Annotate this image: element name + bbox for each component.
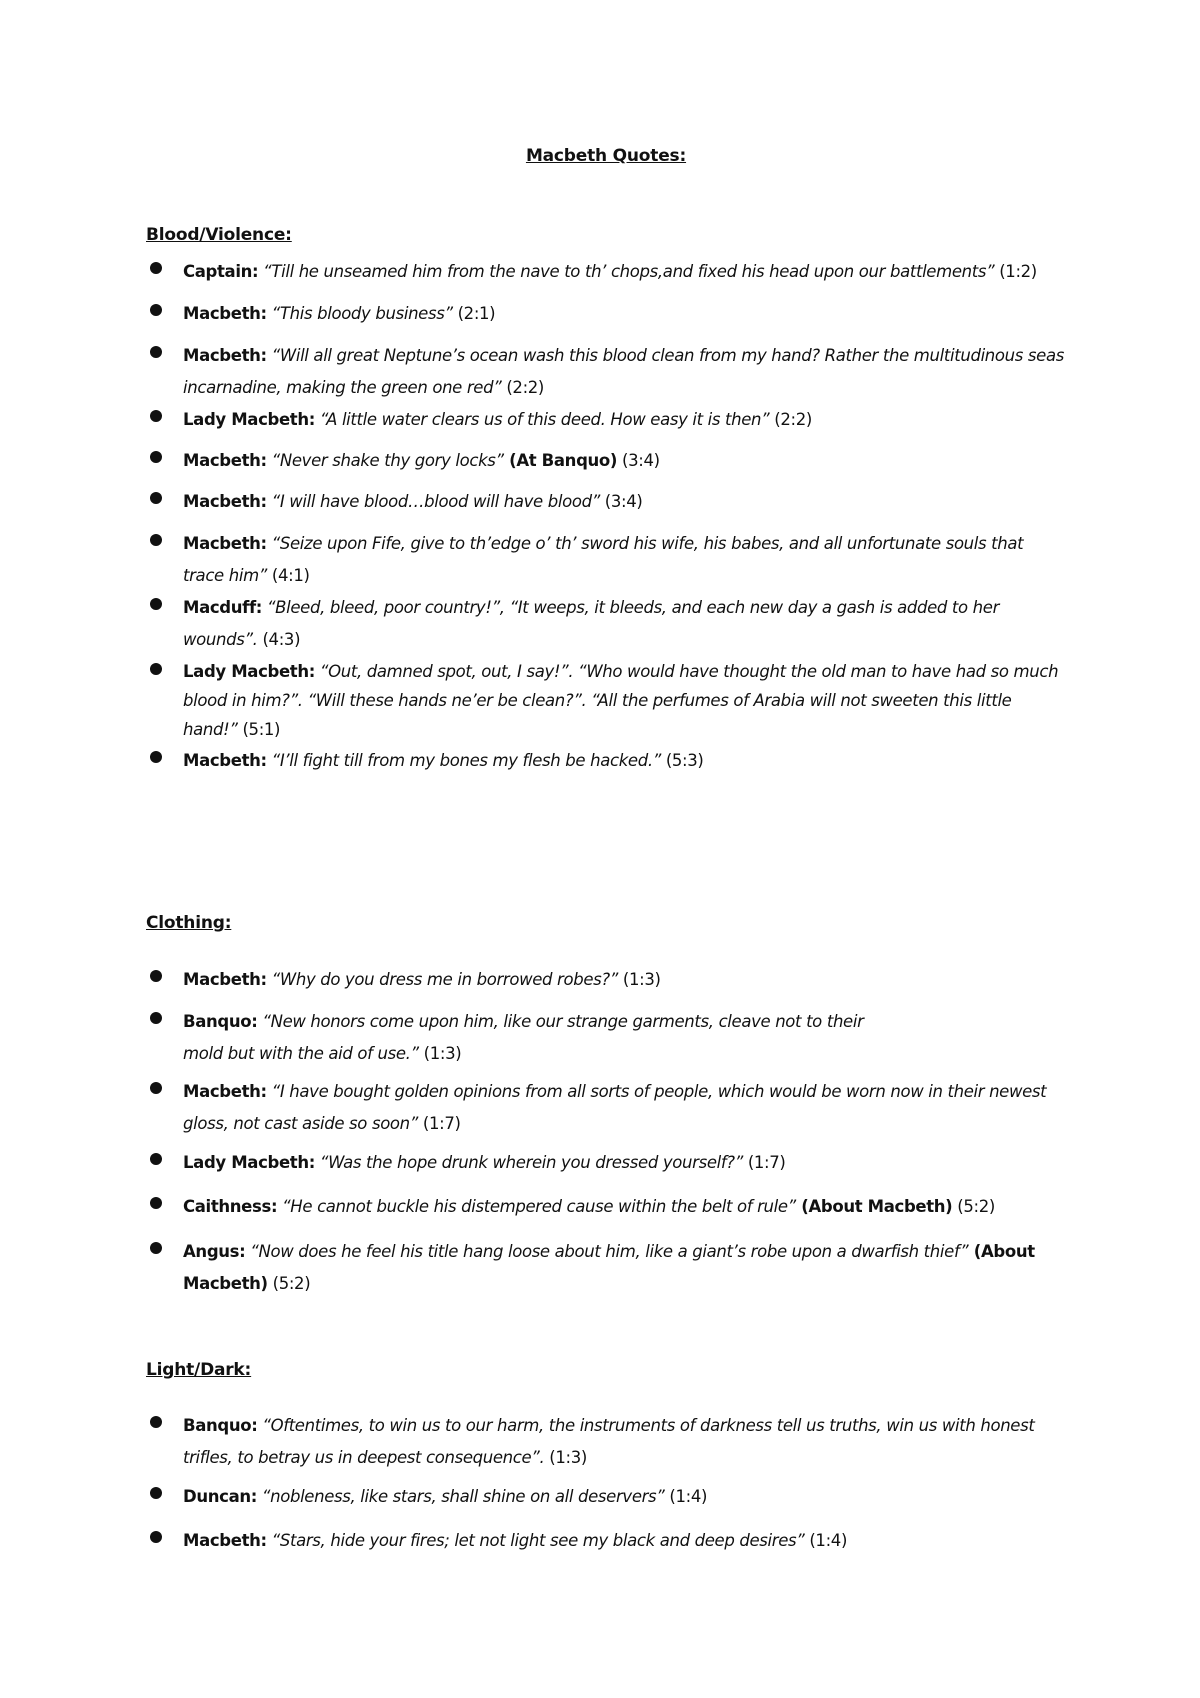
list-item [146, 528, 1066, 592]
act-scene: (1:4) [804, 1531, 848, 1550]
act-scene: (1:7) [418, 1114, 461, 1133]
act-scene: (2:1) [452, 304, 496, 323]
list-item [146, 256, 1066, 288]
speaker: Banquo: [183, 1012, 258, 1031]
section-heading-clothing: Clothing: [146, 913, 232, 933]
bullet-icon [150, 1197, 162, 1209]
bullet-icon [150, 1153, 162, 1165]
quote: “Stars, hide your fires; let not light see my black and deep desires” [266, 1531, 805, 1550]
quote: “Seize upon Fife, give to th’edge o’ th’ sword his wife, his babes, and all unfortunate souls that trace him” [183, 534, 1024, 585]
list-item [146, 1410, 1066, 1474]
list-item [146, 745, 1066, 777]
page-title: Macbeth Quotes: [525, 146, 687, 166]
act-scene: (5:1) [237, 720, 281, 739]
bullet-icon [150, 492, 162, 504]
quote: “Was the hope drunk wherein you dressed yourself?” [314, 1153, 743, 1172]
bullet-icon [150, 1012, 162, 1024]
list-item [146, 964, 1066, 996]
act-scene: (2:2) [769, 410, 812, 429]
list-item [146, 1236, 1066, 1300]
speaker: Duncan: [183, 1487, 257, 1506]
list-item [146, 445, 1066, 477]
bullet-icon [150, 534, 162, 546]
note: (At Banquo) [503, 451, 618, 470]
quote: “Now does he feel his title hang loose about him, like a giant’s robe upon a dwarfish thief” [245, 1242, 969, 1261]
speaker: Macbeth: [183, 1531, 267, 1550]
speaker: Lady Macbeth: [183, 410, 315, 429]
act-scene: (1:4) [664, 1487, 708, 1506]
speaker: Macbeth: [183, 1082, 267, 1101]
speaker: Macbeth: [183, 451, 267, 470]
quote: “Why do you dress me in borrowed robes?” [266, 970, 618, 989]
quote: “I will have blood…blood will have blood” [266, 492, 600, 511]
speaker: Macbeth: [183, 304, 267, 323]
act-scene: (5:2) [267, 1274, 311, 1293]
list-item [146, 1525, 1066, 1557]
list-item [146, 1006, 1066, 1070]
quote: “nobleness, like stars, shall shine on all deservers” [257, 1487, 665, 1506]
bullet-icon [150, 751, 162, 763]
quote: “Will all great Neptune’s ocean wash this blood clean from my hand? Rather the multitudinous seas incarnadine, making the green one red” [183, 346, 1064, 397]
speaker: Macbeth: [183, 346, 267, 365]
bullet-icon [150, 663, 162, 675]
speaker: Macbeth: [183, 492, 267, 511]
act-scene: (4:1) [267, 566, 310, 585]
list-item [146, 486, 1066, 518]
act-scene: (3:4) [617, 451, 660, 470]
list-item [146, 1147, 1066, 1179]
speaker: Macbeth: [183, 534, 267, 553]
speaker: Macbeth: [183, 970, 267, 989]
quote: “Oftentimes, to win us to our harm, the instruments of darkness tell us truths, win us with honest trifles, to betray us in deepest consequence”. [183, 1416, 1035, 1467]
quote: “This bloody business” [266, 304, 453, 323]
bullet-icon [150, 410, 162, 422]
list-item [146, 340, 1066, 404]
speaker: Lady Macbeth: [183, 1153, 315, 1172]
bullet-icon [150, 1082, 162, 1094]
act-scene: (1:3) [418, 1044, 462, 1063]
speaker: Captain: [183, 262, 259, 281]
note: (About Macbeth) [183, 1242, 1035, 1293]
speaker: Caithness: [183, 1197, 278, 1216]
quote: “Out, damned spot, out, I say!”. “Who would have thought the old man to have had so much blood in him?”. “Will these hands ne’er be clean?”. “All the perfumes of Arabia will not sweeten this little hand!” [183, 662, 1059, 739]
quote: “Never shake thy gory locks” [266, 451, 504, 470]
quote: “He cannot buckle his distempered cause within the belt of rule” [277, 1197, 796, 1216]
list-item [146, 657, 1066, 744]
speaker: Macbeth: [183, 751, 267, 770]
act-scene: (2:2) [501, 378, 545, 397]
speaker: Macduff: [183, 598, 263, 617]
speaker: Angus: [183, 1242, 246, 1261]
act-scene: (1:2) [994, 262, 1037, 281]
list-item [146, 1076, 1066, 1140]
list-item [146, 298, 1066, 330]
act-scene: (1:7) [742, 1153, 786, 1172]
quote: “Bleed, bleed, poor country!”, “It weeps, it bleeds, and each new day a gash is added to her wounds”. [183, 598, 1000, 649]
quote: “New honors come upon him, like our strange garments, cleave not to their mold but with the aid of use.” [183, 1012, 864, 1063]
bullet-icon [150, 598, 162, 610]
bullet-icon [150, 970, 162, 982]
bullet-icon [150, 304, 162, 316]
list-item [146, 1481, 1066, 1513]
act-scene: (5:3) [660, 751, 704, 770]
quote: “Till he unseamed him from the nave to th’ chops,and fixed his head upon our battlements” [258, 262, 995, 281]
section-heading-blood-violence: Blood/Violence: [146, 225, 292, 245]
speaker: Lady Macbeth: [183, 662, 315, 681]
act-scene: (4:3) [257, 630, 301, 649]
act-scene: (1:3) [618, 970, 661, 989]
quote: “I’ll fight till from my bones my flesh be hacked.” [266, 751, 661, 770]
bullet-icon [150, 1416, 162, 1428]
bullet-icon [150, 1242, 162, 1254]
bullet-icon [150, 1531, 162, 1543]
act-scene: (5:2) [952, 1197, 995, 1216]
bullet-icon [150, 262, 162, 274]
list-item [146, 404, 1066, 436]
section-heading-light-dark: Light/Dark: [146, 1360, 252, 1380]
list-item [146, 1191, 1066, 1223]
bullet-icon [150, 1487, 162, 1499]
quote: “A little water clears us of this deed. How easy it is then” [314, 410, 770, 429]
bullet-icon [150, 451, 162, 463]
note: (About Macbeth) [795, 1197, 953, 1216]
act-scene: (3:4) [599, 492, 643, 511]
quote: “I have bought golden opinions from all sorts of people, which would be worn now in their newest gloss, not cast aside so soon” [183, 1082, 1047, 1133]
bullet-icon [150, 346, 162, 358]
speaker: Banquo: [183, 1416, 258, 1435]
list-item [146, 592, 1066, 656]
act-scene: (1:3) [544, 1448, 587, 1467]
